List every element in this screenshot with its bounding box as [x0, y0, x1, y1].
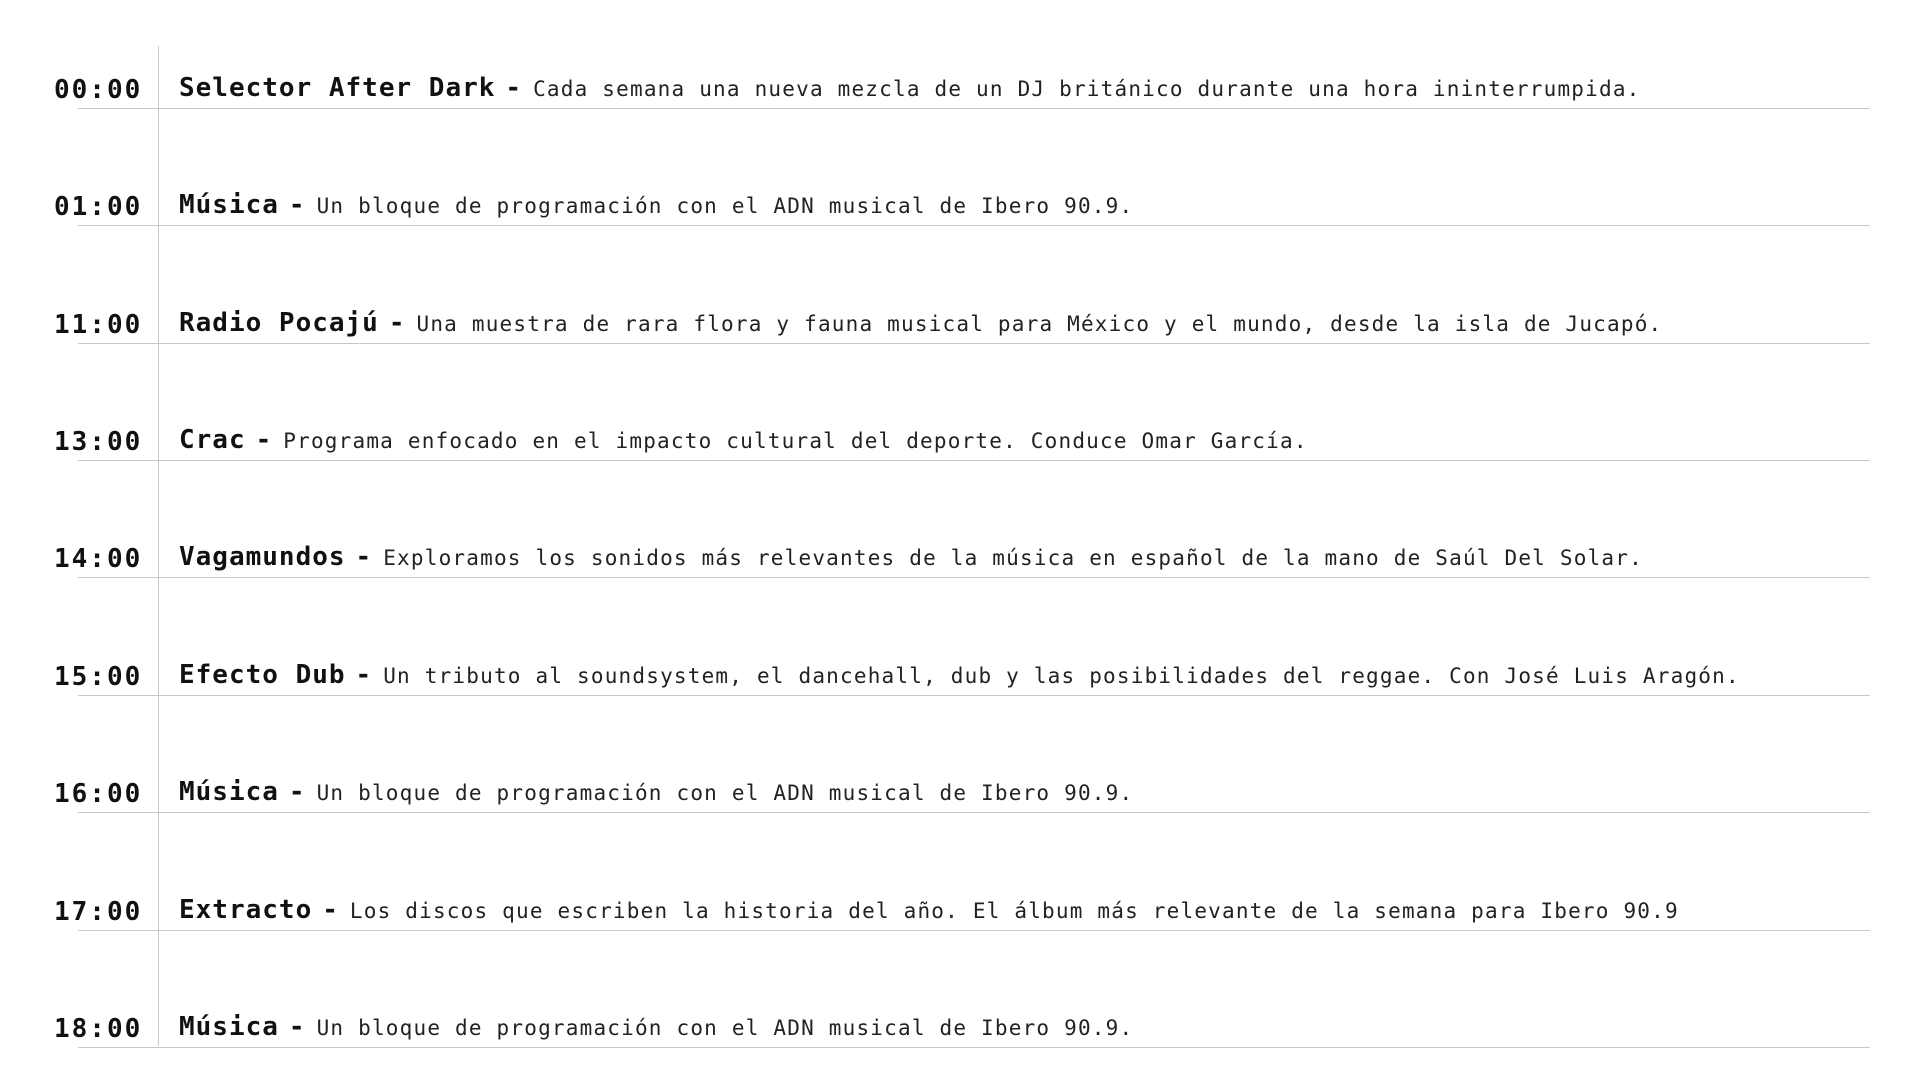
row-divider: [78, 343, 1870, 344]
row-divider: [78, 930, 1870, 931]
schedule-row: [0, 186, 1921, 226]
title-separator: -: [355, 542, 372, 572]
row-time: 13:00: [54, 427, 143, 457]
schedule-row: [0, 1008, 1921, 1048]
program-title[interactable]: Selector After Dark: [179, 73, 496, 103]
row-divider: [78, 1047, 1870, 1048]
row-time: 16:00: [54, 779, 143, 809]
program-description: Exploramos los sonidos más relevantes de la música en español de la mano de Saúl Del Solar.: [383, 546, 1643, 570]
program-title[interactable]: Efecto Dub: [179, 660, 346, 690]
schedule-row: [0, 891, 1921, 931]
program-description: Una muestra de rara flora y fauna musical para México y el mundo, desde la isla de Jucapó.: [416, 312, 1663, 336]
row-entry: [179, 73, 1641, 106]
row-entry: [179, 895, 1679, 928]
title-separator: -: [288, 1012, 305, 1042]
row-time: 14:00: [54, 544, 143, 574]
title-separator: -: [288, 190, 305, 220]
row-divider: [78, 460, 1870, 461]
program-description: Los discos que escriben la historia del año. El álbum más relevante de la semana para Ibero 90.9: [349, 899, 1679, 923]
program-description: Un tributo al soundsystem, el dancehall, dub y las posibilidades del reggae. Con José Luis Aragón.: [383, 664, 1740, 688]
row-divider: [78, 695, 1870, 696]
program-title[interactable]: Música: [179, 1012, 279, 1042]
program-title[interactable]: Música: [179, 190, 279, 220]
schedule-row: [0, 656, 1921, 696]
title-separator: -: [505, 73, 522, 103]
program-description: Un bloque de programación con el ADN musical de Ibero 90.9.: [316, 1016, 1134, 1040]
title-separator: -: [322, 895, 338, 925]
program-title[interactable]: Crac: [179, 425, 246, 455]
row-time: 00:00: [54, 75, 143, 105]
row-time: 01:00: [54, 192, 143, 222]
title-separator: -: [255, 425, 272, 455]
row-time: 18:00: [54, 1014, 143, 1044]
row-entry: [179, 660, 1740, 693]
program-description: Un bloque de programación con el ADN musical de Ibero 90.9.: [316, 781, 1134, 805]
program-title[interactable]: Extracto: [179, 895, 313, 925]
schedule-row: [0, 773, 1921, 813]
title-separator: -: [288, 777, 305, 807]
row-time: 17:00: [54, 897, 143, 927]
program-description: Cada semana una nueva mezcla de un DJ británico durante una hora ininterrumpida.: [533, 77, 1641, 101]
title-separator: -: [355, 660, 372, 690]
title-separator: -: [388, 308, 405, 338]
program-title[interactable]: Música: [179, 777, 279, 807]
schedule-row: [0, 69, 1921, 109]
row-entry: [179, 308, 1662, 341]
row-time: 11:00: [54, 310, 143, 340]
program-title[interactable]: Vagamundos: [179, 542, 346, 572]
row-divider: [78, 812, 1870, 813]
program-description: Un bloque de programación con el ADN musical de Ibero 90.9.: [316, 194, 1134, 218]
row-divider: [78, 108, 1870, 109]
row-entry: [179, 425, 1308, 458]
row-entry: [179, 777, 1133, 810]
row-time: 15:00: [54, 662, 143, 692]
row-entry: [179, 1012, 1133, 1045]
row-entry: [179, 542, 1643, 575]
row-entry: [179, 190, 1133, 223]
schedule-row: [0, 421, 1921, 461]
row-divider: [78, 577, 1870, 578]
row-divider: [78, 225, 1870, 226]
program-title[interactable]: Radio Pocajú: [179, 308, 379, 338]
program-description: Programa enfocado en el impacto cultural del deporte. Conduce Omar García.: [283, 429, 1308, 453]
schedule-row: [0, 304, 1921, 344]
schedule-row: [0, 538, 1921, 578]
